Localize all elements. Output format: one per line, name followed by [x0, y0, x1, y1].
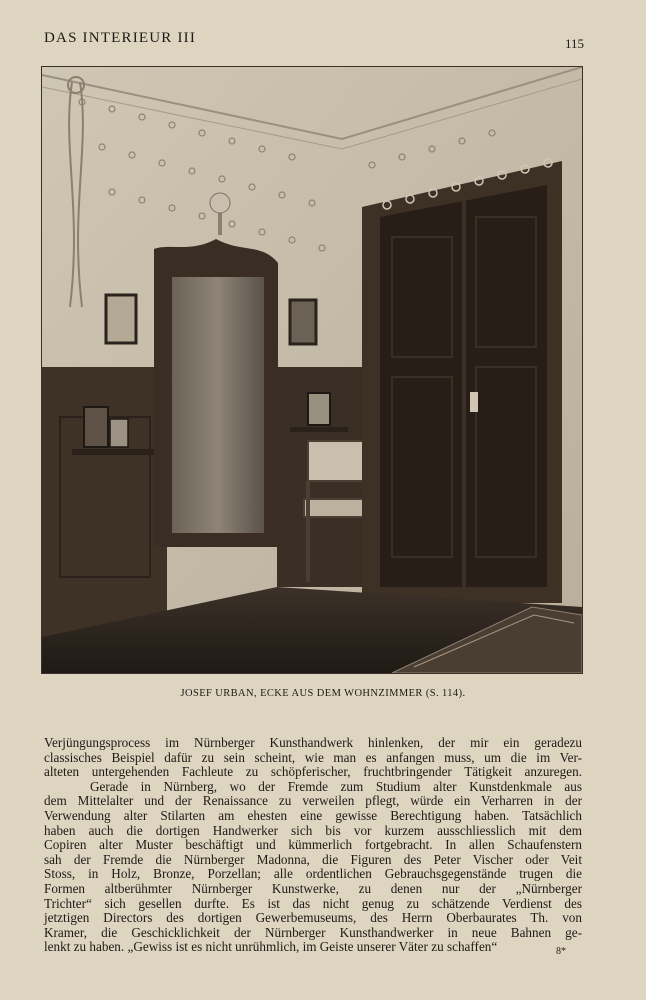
- plate-caption: JOSEF URBAN, ECKE AUS DEM WOHNZIMMER (S. 114).: [180, 688, 466, 699]
- body-line: lenkt zu haben. „Gewiss ist es nicht unrühmlich, im Geiste unserer Väter zu schaffen“: [44, 939, 498, 955]
- body-line: Kramer, die Geschicklichkeit der Nürnberger Kunsthandwerker in neue Bahnen ge-: [44, 924, 582, 940]
- body-line: dem Mittelalter und der Renaissance zu verweilen pflegt, würde ein Verharren in der: [44, 793, 582, 809]
- photo-plate: [41, 66, 583, 674]
- running-title: DAS INTERIEUR III: [44, 30, 197, 46]
- body-line: alteten untergehenden Fachleute zu schöpferischer, fruchtbringender Tätigkeit anzuregen.: [44, 764, 582, 780]
- body-line: Trichter“ sich gesellen durfte. Es ist das nicht genug zu schätzende Verdienst des: [44, 895, 582, 911]
- body-line: Verjüngungsprocess im Nürnberger Kunsthandwerk hinlenken, der mir ein geradezu: [44, 735, 582, 750]
- interior-photograph: [42, 67, 582, 673]
- body-line: Stoss, in Holz, Bronze, Porzellan; alle ordentlichen Gebrauchsgegenstände trugen die: [44, 866, 582, 882]
- body-line: Verwendung alter Stilarten am ehesten eine gewisse Berechtigung haben. Tatsächlich: [44, 807, 582, 823]
- body-line: Gerade in Nürnberg, wo der Fremde zum Studium alter Kunstdenkmale aus: [90, 778, 582, 794]
- body-line: Formen altberühmter Nürnberger Kunstwerke, zu denen nur der „Nürnberger: [44, 880, 582, 896]
- body-text: [44, 736, 582, 955]
- body-line: classisches Beispiel dafür zu sein scheint, wie man es anfangen muss, um die im Ver-: [44, 749, 582, 765]
- page-number: 115: [564, 36, 584, 51]
- body-line: Copiren alter Muster beschäftigt und kümmerlich fortgebracht. In allen Schaufenstern: [44, 837, 582, 853]
- body-line: sah der Fremde die Nürnberger Madonna, die Figuren des Peter Vischer oder Veit: [44, 851, 582, 867]
- body-line: jetztigen Directors des dortigen Gewerbemuseums, des Herrn Oberbaurates Th. von: [44, 910, 582, 926]
- signature-mark: 8*: [556, 946, 566, 957]
- body-line: haben auch die dortigen Handwerker sich bis vor kurzem ausschliesslich mit dem: [44, 822, 582, 838]
